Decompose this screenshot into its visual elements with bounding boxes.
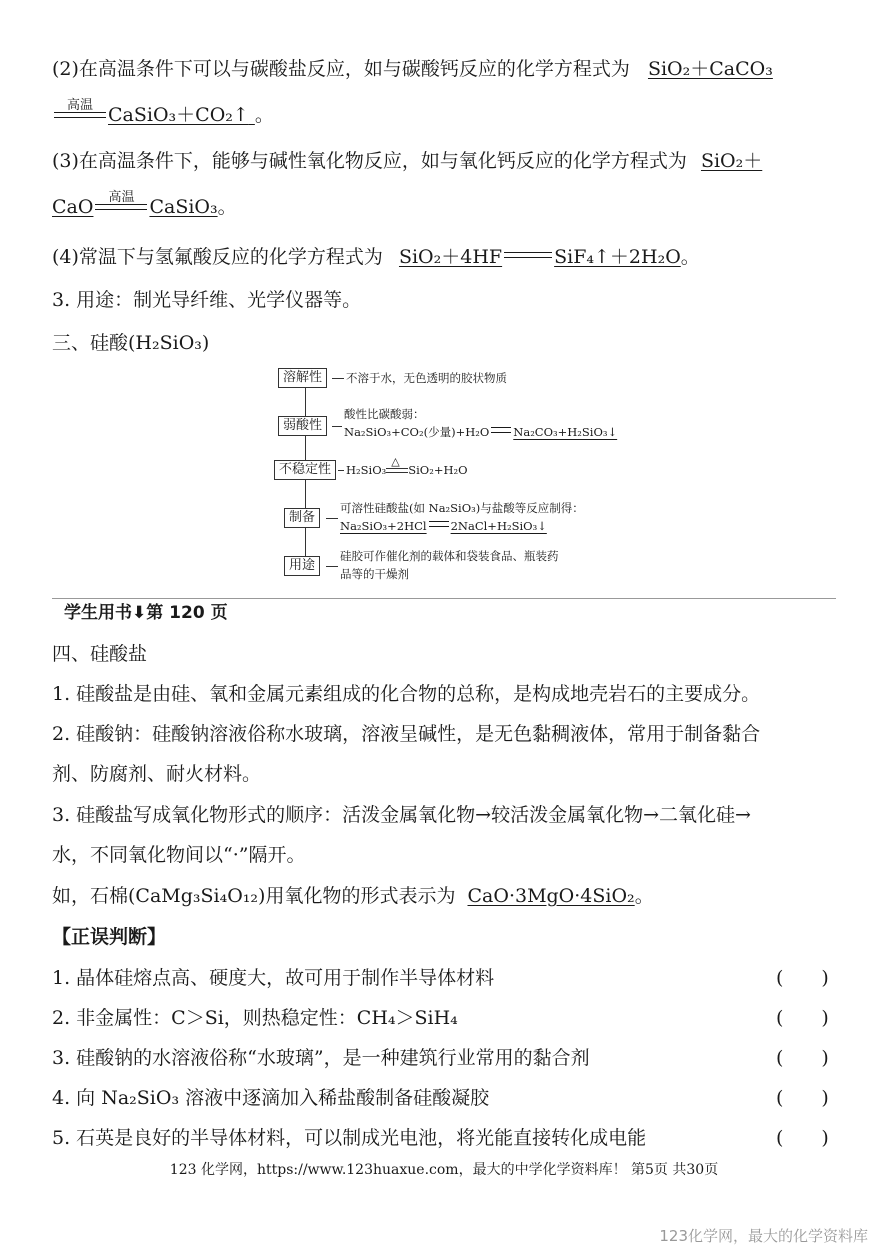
judgment-item-2: 2. 非金属性：C＞Si，则热稳定性：CH₄＞SiH₄ bbox=[52, 1007, 458, 1029]
use-text-2: 品等的干燥剂 bbox=[340, 567, 409, 581]
use-box: 用途 bbox=[284, 556, 320, 576]
silicate-example: 如，石棉(CaMg₃Si₄O₁₂)用氧化物的形式表示为 CaO·3MgO·4SiO₂。 bbox=[52, 885, 654, 907]
silicate-item-2-line1: 2. 硅酸钠：硅酸钠溶液俗称水玻璃，溶液呈碱性，是无色黏稠液体，常用于制备黏合 bbox=[52, 723, 761, 745]
instability-box: 不稳定性 bbox=[274, 460, 336, 480]
judgment-answer-3: ( ) bbox=[776, 1047, 829, 1069]
reaction-2-line1 bbox=[52, 56, 773, 82]
use-text-1: 硅胶可作催化剂的载体和袋装食品、瓶装药 bbox=[340, 549, 559, 563]
delta-symbol: △ bbox=[391, 455, 400, 468]
silicate-item-1: 1. 硅酸盐是由硅、氧和金属元素组成的化合物的总称，是构成地壳岩石的主要成分。 bbox=[52, 683, 761, 705]
reaction-3-line1 bbox=[52, 148, 762, 174]
judgment-answer-2: ( ) bbox=[776, 1007, 829, 1029]
weak-acid-eq: Na₂SiO₃+CO₂(少量)+H₂O Na₂CO₃+H₂SiO₃↓ bbox=[344, 425, 618, 439]
judgment-item-1: 1. 晶体硅熔点高、硬度大，故可用于制作半导体材料 bbox=[52, 967, 495, 989]
judgment-item-4: 4. 向 Na₂SiO₃ 溶液中逐滴加入稀盐酸制备硅酸凝胶 bbox=[52, 1087, 490, 1109]
prep-box: 制备 bbox=[284, 508, 320, 528]
student-book-marker: 学生用书⬇第 120 页 bbox=[64, 603, 228, 623]
divider bbox=[52, 598, 836, 599]
reaction-3-eq-left: SiO₂＋ bbox=[700, 150, 763, 172]
silicic-acid-heading: 三、硅酸(H₂SiO₃) bbox=[52, 332, 210, 354]
prep-eq: Na₂SiO₃+2HCl 2NaCl+H₂SiO₃↓ bbox=[340, 519, 547, 533]
prep-text: 可溶性硅酸盐(如 Na₂SiO₃)与盐酸等反应制得： bbox=[340, 501, 584, 515]
solubility-box: 溶解性 bbox=[278, 368, 327, 388]
reaction-3-text: (3)在高温条件下，能够与碱性氧化物反应，如与氧化钙反应的化学方程式为 bbox=[52, 150, 687, 172]
high-temp-condition: 高温 bbox=[54, 103, 106, 123]
weak-acid-text: 酸性比碳酸弱： bbox=[344, 407, 425, 421]
silicate-item-3-line1: 3. 硅酸盐写成氧化物形式的顺序：活泼金属氧化物→较活泼金属氧化物→二氧化硅→ bbox=[52, 804, 751, 826]
instability-eq: H₂SiO₃ △ SiO₂+H₂O bbox=[346, 455, 468, 477]
silicate-example-answer: CaO·3MgO·4SiO₂ bbox=[467, 885, 635, 907]
watermark: 123化学网，最大的化学资料库 bbox=[659, 1227, 868, 1245]
reaction-2-eq-right: CaSiO₃＋CO₂↑ bbox=[108, 104, 249, 126]
reaction-3-eq-right: CaSiO₃ bbox=[149, 196, 218, 218]
reaction-3-line2: CaO 高温 CaSiO₃。 bbox=[52, 190, 237, 218]
judgment-answer-4: ( ) bbox=[776, 1087, 829, 1109]
reaction-4-text: (4)常温下与氢氟酸反应的化学方程式为 bbox=[52, 246, 383, 268]
silicic-acid-diagram bbox=[270, 362, 630, 584]
reaction-4-line: (4)常温下与氢氟酸反应的化学方程式为 SiO₂＋4HF SiF₄↑＋2H₂O。 bbox=[52, 246, 700, 268]
reaction-2-text: (2)在高温条件下可以与碳酸盐反应，如与碳酸钙反应的化学方程式为 bbox=[52, 58, 630, 80]
weak-acid-box: 弱酸性 bbox=[278, 416, 327, 436]
silicate-item-3-line2: 水，不同氧化物间以“·”隔开。 bbox=[52, 844, 306, 866]
reaction-2-line2: 高温 CaSiO₃＋CO₂↑ 。 bbox=[52, 102, 274, 128]
judgment-answer-5: ( ) bbox=[776, 1127, 829, 1149]
judgment-answer-1: ( ) bbox=[776, 967, 829, 989]
sio2-use: 3. 用途：制光导纤维、光学仪器等。 bbox=[52, 289, 362, 311]
judgment-heading: 【正误判断】 bbox=[52, 926, 167, 948]
silicate-item-2-line2: 剂、防腐剂、耐火材料。 bbox=[52, 763, 262, 785]
reaction-2-eq-left: SiO₂＋CaCO₃ bbox=[647, 58, 773, 80]
high-temp-condition: 高温 bbox=[95, 195, 147, 215]
page-footer: 123 化学网，https://www.123huaxue.com，最大的中学化学资料库！ 第5页 共30页 bbox=[169, 1162, 719, 1178]
judgment-item-5: 5. 石英是良好的半导体材料，可以制成光电池，将光能直接转化成电能 bbox=[52, 1127, 647, 1149]
judgment-item-3: 3. 硅酸钠的水溶液俗称“水玻璃”，是一种建筑行业常用的黏合剂 bbox=[52, 1047, 590, 1069]
silicate-heading: 四、硅酸盐 bbox=[52, 643, 148, 665]
reaction-4-eq-right: SiF₄↑＋2H₂O bbox=[554, 246, 681, 268]
solubility-text: 不溶于水，无色透明的胶状物质 bbox=[346, 371, 507, 385]
